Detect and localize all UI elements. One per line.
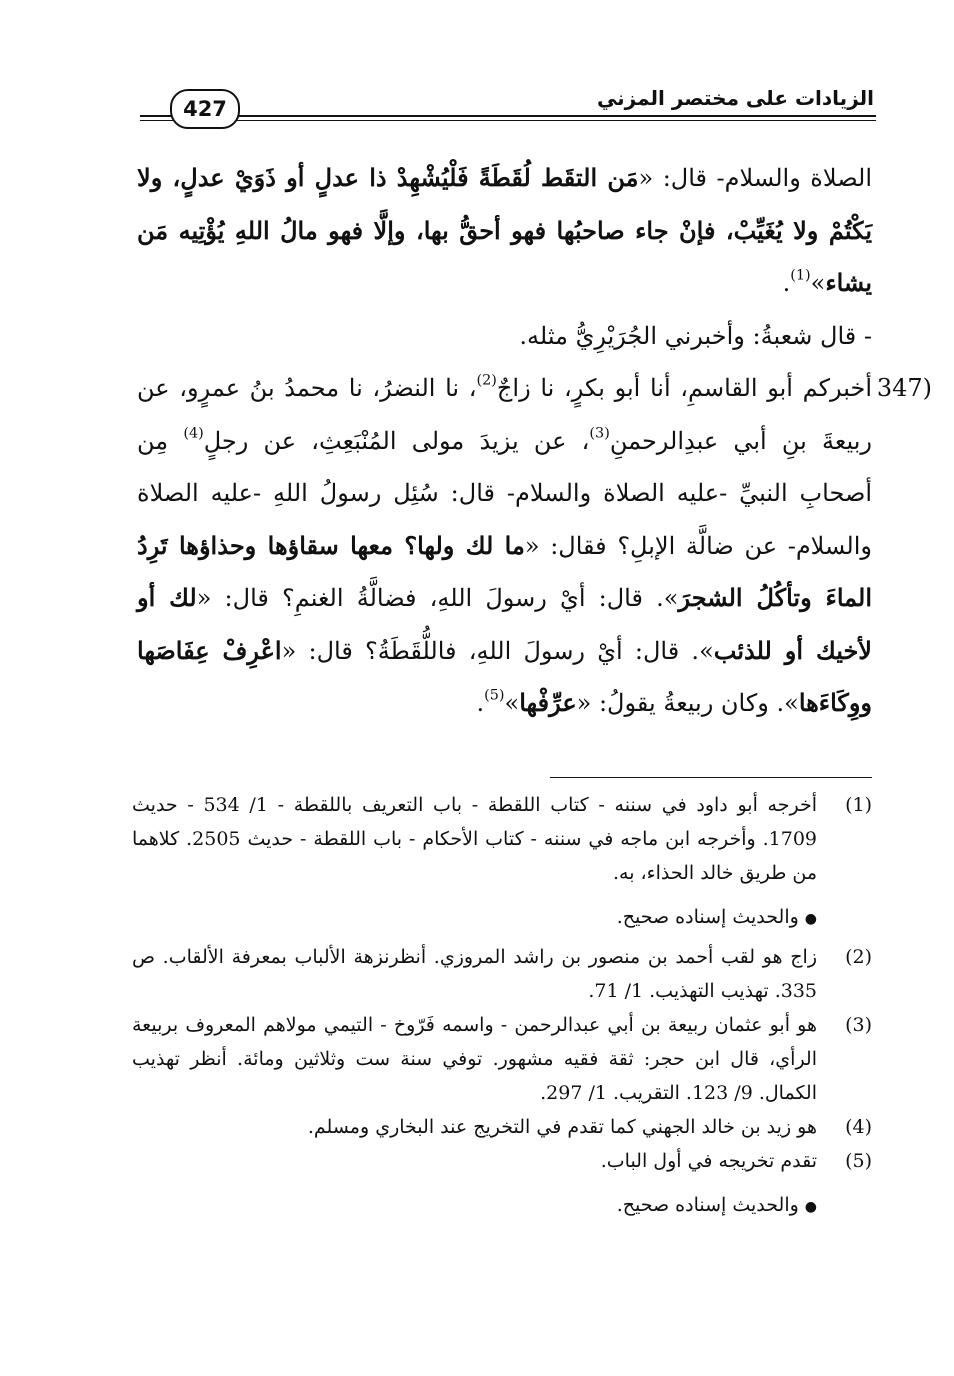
footnote-ref-2[interactable]: (2) [476,372,497,389]
isnad-note-text: والحديث إسناده صحيح. [616,906,799,928]
footnote-number: (2) [845,946,872,968]
footnote-2 [132,940,872,1008]
text-run: ». قال: أيْ رسولَ اللهِ، فاللُّقَطَةُ؟ قال: « [281,636,714,665]
hadith-text-bold: اعْرِفْ عِفَاصَها ووِكَاءَها [137,635,872,717]
footnote-1 [132,788,872,890]
footnote-ref-4[interactable]: (4) [183,424,204,441]
footnote-number: (3) [845,1014,872,1036]
text-run: أخبركم أبو القاسمِ، أنا أبو بكرٍ، نا زاجٌ [496,374,872,402]
quote-close: » [504,689,520,717]
text-run: الصلاة والسلام- قال: « [638,164,872,192]
header-rule [140,115,876,117]
bullet-icon: ● [804,911,817,927]
footnote-ref-5[interactable]: (5) [484,687,505,704]
text-run: ». قال: أيْ رسولَ اللهِ، فضالَّةُ الغنمِ؟ قال: « [196,584,679,612]
text-run: ، نا النضرُ، نا محمدُ بنُ عمرٍو، عن ربيعةَ بنِ أبي عبدِالرحمنِ [137,374,872,455]
period: . [782,269,791,297]
footnotes [132,788,872,1228]
footnote-4 [132,1110,872,1144]
isnad-note-text: والحديث إسناده صحيح. [616,1194,799,1216]
footnote-text: هو أبو عثمان ربيعة بن أبي عبدالرحمن - واسمه فَرّوخ - التيمي مولاهم المعروف بربيعة الرأي، قال ابن حجر: ثقة فقيه مشهور. توفي سنة ست وثلاثين ومائة. أنظر تهذيب الكمال. 9/ 123. التقريب. 1/ 297. [132,1014,817,1104]
running-title: الزيادات على مختصر المزني [596,86,874,110]
header-rule-thin [140,120,876,121]
text-run: مِن أصحابِ النبيِّ -عليه الصلاة والسلام- قال: سُئِل رسولُ اللهِ -عليه الصلاة والسلام- عن ضالَّة الإبلِ؟ فقال: « [137,426,872,560]
hadith-text-bold: عرِّفْها [519,688,577,717]
footnote-text: زاج هو لقب أحمد بن منصور بن راشد المروزي. أنظرنزهة الألباب بمعرفة الألقاب. ص 335. تهذيب التهذيب. 1/ 71. [132,946,817,1002]
hadith-text-bold: ما لك ولها؟ معها سقاؤها وحذاؤها تَرِدُ الماءَ وتأكُلُ الشجرَ [137,530,872,612]
footnote-separator [550,777,872,778]
footnote-5 [132,1144,872,1178]
footnote-number: (4) [845,1116,872,1138]
footnote-ref-3[interactable]: (3) [589,424,610,441]
text-run: ، عن يزيدَ مولى المُنْبَعِثِ، عن رجلٍ [203,426,590,455]
period: . [476,689,485,717]
footnote-text: هو زيد بن خالد الجهني كما تقدم في التخريج عند البخاري ومسلم. [307,1116,817,1138]
isnad-note-2 [132,1188,872,1224]
footnote-ref-1[interactable]: (1) [790,267,811,284]
text-run: ». وكان ربيعةُ يقولُ: « [576,689,799,717]
main-text [137,152,932,730]
footnote-number: (1) [845,794,872,816]
bullet-icon: ● [804,1199,817,1215]
paragraph-hadith-continuation [137,152,872,310]
footnote-text: أخرجه أبو داود في سننه - كتاب اللقطة - باب التعريف باللقطة - 1/ 534 - حديث 1709. وأخرجه ابن ماجه في سننه - كتاب الأحكام - باب اللقطة - حديث 2505. كلاهما من طريق خالد الحذاء، به. [132,794,817,884]
hadith-347 [137,362,932,730]
page-number: 427 [170,89,240,129]
hadith-number: 347) [876,374,932,402]
footnote-text: تقدم تخريجه في أول الباب. [600,1150,817,1172]
quote-close: » [810,269,826,297]
hadith-text-bold: لك أو لأخيك أو للذئب [137,583,872,665]
isnad-note-1 [132,900,872,936]
footnote-3 [132,1008,872,1110]
hadith-text-bold: مَن التقَط لُقَطَةً فَلْيُشْهِدْ ذا عدلٍ أو ذَوَيْ عدلٍ، ولا يَكْتُمْ ولا يُغَيِّبْ، فإنْ جاء صاحبُها فهو أحقُّ بها، وإلَّا فهو مالُ اللهِ يُؤْتِيه مَن يشاء [137,163,872,297]
paragraph-shuba: - قال شعبةُ: وأخبرني الجُرَيْرِيُّ مثله. [519,321,872,350]
footnote-number: (5) [845,1150,872,1172]
